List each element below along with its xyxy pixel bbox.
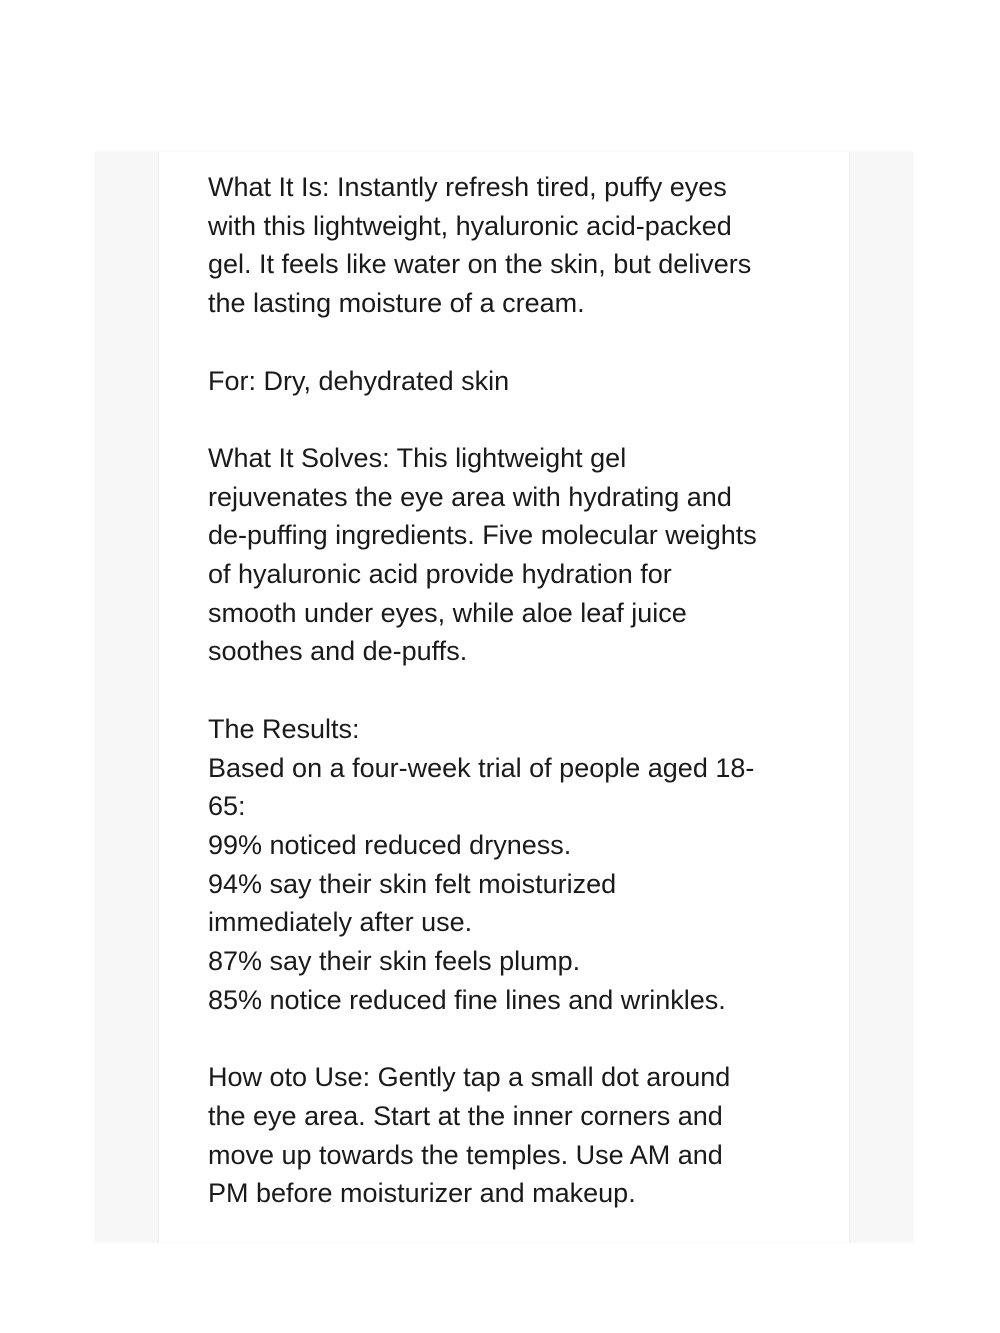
what-it-solves-section xyxy=(208,439,808,671)
text-line: What It Solves: This lightweight gel xyxy=(208,442,627,473)
text-line: of hyaluronic acid provide hydration for xyxy=(208,559,672,589)
text-line: rejuvenates the eye area with hydrating and xyxy=(208,481,732,512)
text-line: Based on a four-week trial of people aged 18- xyxy=(208,752,755,783)
how-to-use-section xyxy=(208,1058,808,1213)
for-section xyxy=(208,362,808,401)
text-line: soothes and de-puffs. xyxy=(208,636,468,667)
text-line: How oto Use: Gently tap a small dot around xyxy=(208,1062,731,1093)
text-line: with this lightweight, hyaluronic acid-packed xyxy=(208,210,732,241)
paragraph-gap xyxy=(208,671,808,710)
what-it-is-section xyxy=(208,168,808,323)
text-line: 99% noticed reduced dryness. xyxy=(208,829,572,860)
text-line: For: Dry, dehydrated skin xyxy=(208,365,510,396)
text-line: de-puffing ingredients. Five molecular weights xyxy=(208,520,757,551)
text-line: The Results: xyxy=(208,713,360,744)
text-line: PM before moisturizer and makeup. xyxy=(208,1178,636,1209)
text-line: What It Is: Instantly refresh tired, puffy eyes xyxy=(208,172,727,202)
text-line: gel. It feels like water on the skin, but delivers xyxy=(208,249,752,280)
product-description xyxy=(208,168,808,1213)
paragraph-gap xyxy=(208,323,808,362)
text-line: 87% say their skin feels plump. xyxy=(208,946,581,977)
paragraph-gap xyxy=(208,400,808,439)
text-line: 65: xyxy=(208,791,246,822)
text-line: the eye area. Start at the inner corners and xyxy=(208,1100,723,1131)
paragraph-gap xyxy=(208,1019,808,1058)
text-line: immediately after use. xyxy=(208,907,473,938)
text-line: 85% notice reduced fine lines and wrinkles. xyxy=(208,984,726,1015)
text-line: 94% say their skin felt moisturized xyxy=(208,868,617,899)
text-line: smooth under eyes, while aloe leaf juice xyxy=(208,597,687,628)
text-line: move up towards the temples. Use AM and xyxy=(208,1139,723,1170)
results-section xyxy=(208,710,808,1020)
text-line: the lasting moisture of a cream. xyxy=(208,288,585,319)
